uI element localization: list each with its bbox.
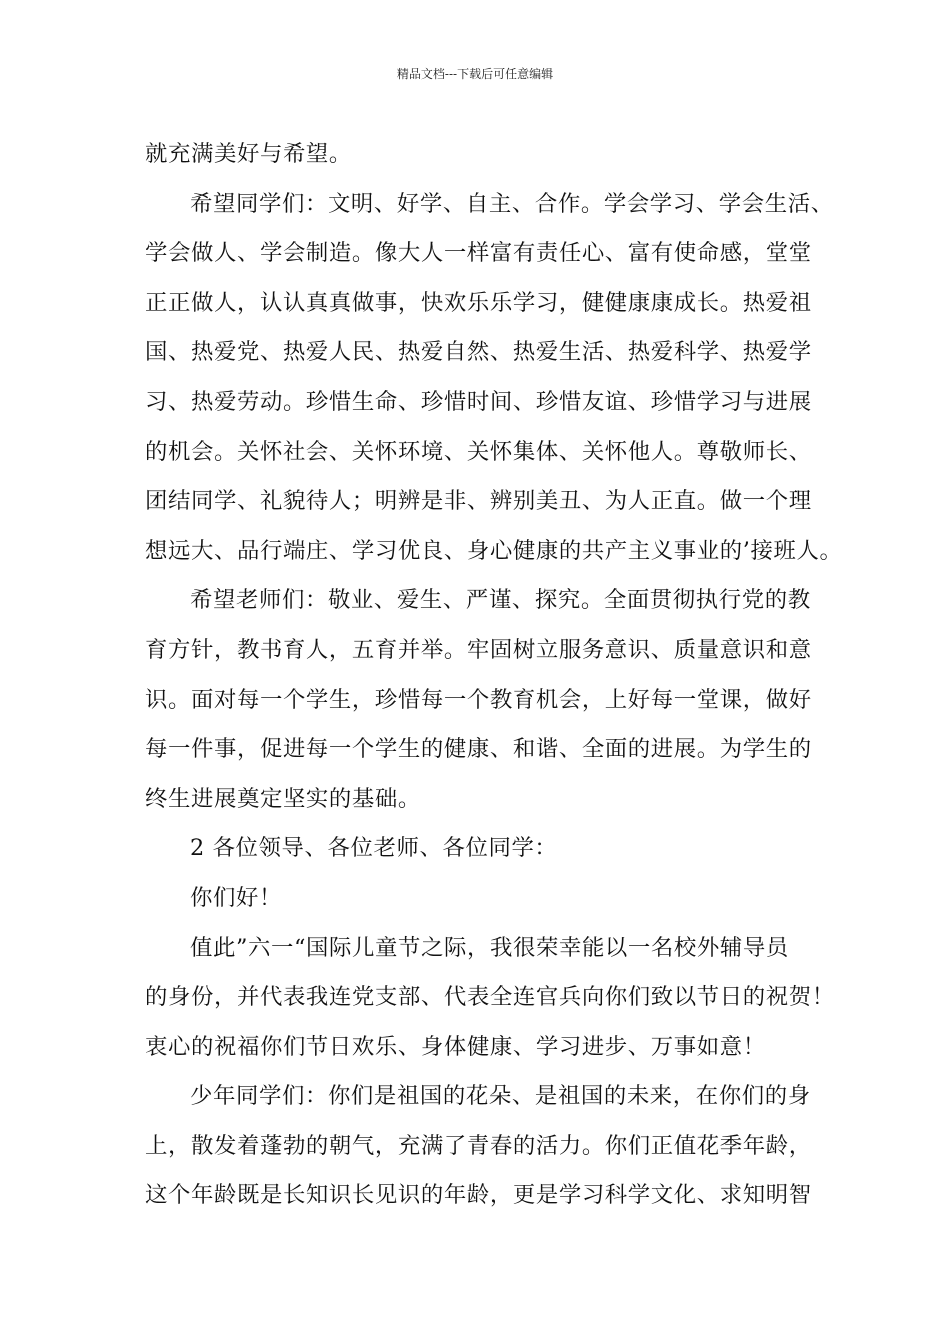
text-line: 就充满美好与希望。 xyxy=(145,141,352,167)
text-line: 国、热爱党、热爱人民、热爱自然、热爱生活、热爱科学、热爱学 xyxy=(145,339,812,366)
text-line: 少年同学们：你们是祖国的花朵、是祖国的未来，在你们的身 xyxy=(190,1083,811,1110)
text-line: 终生进展奠定坚实的基础。 xyxy=(145,785,421,812)
text-line: 希望同学们：文明、好学、自主、合作。学会学习、学会生活、 xyxy=(190,190,834,217)
text-line: 想远大、品行端庄、学习优良、身心健康的共产主义事业的’接班人。 xyxy=(145,537,843,564)
text-line: 学会做人、学会制造。像大人一样富有责任心、富有使命感，堂堂 xyxy=(145,240,812,267)
text-line: 正正做人，认认真真做事，快欢乐乐学习，健健康康成长。热爱祖 xyxy=(145,289,812,316)
text-line: 团结同学、礼貌待人；明辨是非、辨别美丑、为人正直。做一个理 xyxy=(145,488,812,515)
text-line: 每一件事，促进每一个学生的健康、和谐、全面的进展。为学生的 xyxy=(145,736,812,763)
text-line: 习、热爱劳动。珍惜生命、珍惜时间、珍惜友谊、珍惜学习与进展 xyxy=(145,388,812,415)
text-line: 2 各位领导、各位老师、各位同学： xyxy=(190,835,558,862)
text-line: 的机会。关怀社会、关怀环境、关怀集体、关怀他人。尊敬师长、 xyxy=(145,438,812,465)
text-line: 育方针，教书育人，五育并举。牢固树立服务意识、质量意识和意 xyxy=(145,636,812,663)
text-line: 识。面对每一个学生，珍惜每一个教育机会，上好每一堂课，做好 xyxy=(145,686,812,713)
document-body xyxy=(145,130,843,1221)
text-line: 的身份，并代表我连党支部、代表全连官兵向你们致以节日的祝贺！ xyxy=(145,984,835,1011)
text-line: 衷心的祝福你们节日欢乐、身体健康、学习进步、万事如意！ xyxy=(145,1033,766,1060)
text-line: 值此”六一“国际儿童节之际，我很荣幸能以一名校外辅导员 xyxy=(190,934,789,961)
text-line: 希望老师们：敬业、爱生、严谨、探究。全面贯彻执行党的教 xyxy=(190,587,811,614)
text-line: 这个年龄既是长知识长见识的年龄，更是学习科学文化、求知明智 xyxy=(145,1182,812,1209)
text-line: 上，散发着蓬勃的朝气，充满了青春的活力。你们正值花季年龄， xyxy=(145,1132,812,1159)
page-header: 精品文档---下载后可任意编辑 xyxy=(396,67,554,81)
text-line: 你们好！ xyxy=(190,884,282,911)
